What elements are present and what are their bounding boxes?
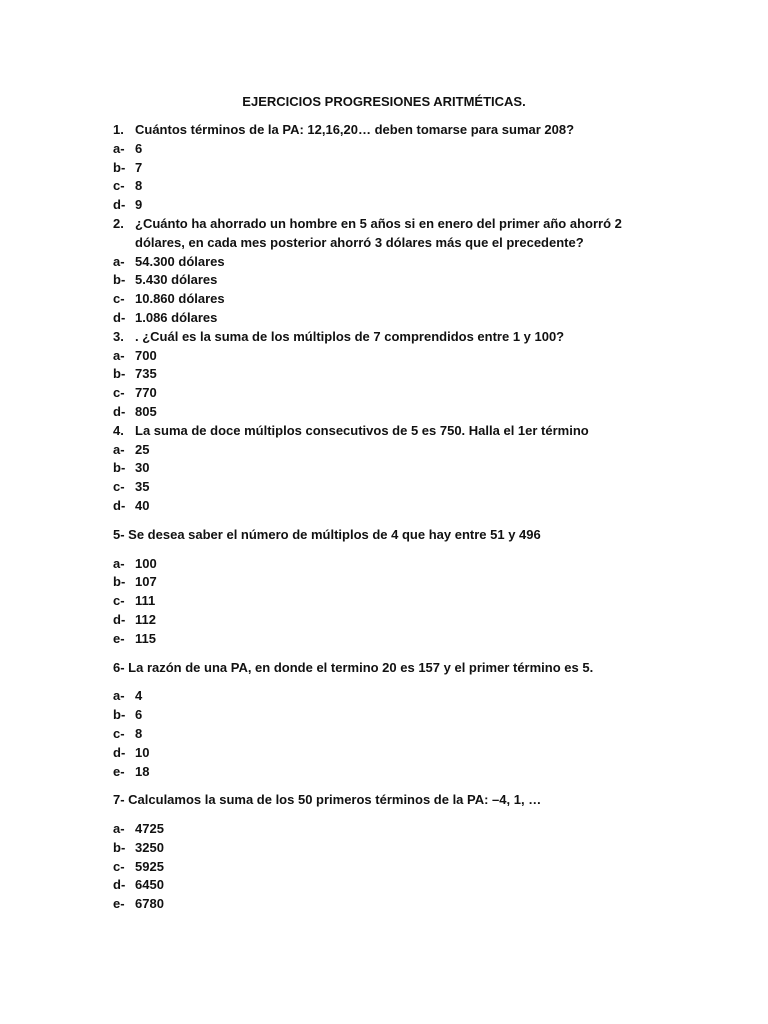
question-text: . ¿Cuál es la suma de los múltiplos de 7 comprendidos entre 1 y 100? xyxy=(135,328,565,344)
option-text: 35 xyxy=(135,479,150,495)
option-item xyxy=(113,497,673,516)
option-letter: c- xyxy=(113,385,125,401)
option-item xyxy=(113,744,673,763)
option-letter: b- xyxy=(113,272,126,288)
option-text: 30 xyxy=(135,460,150,476)
option-letter: c- xyxy=(113,291,125,307)
option-item xyxy=(113,592,673,611)
option-item xyxy=(113,895,673,914)
option-letter: d- xyxy=(113,497,126,513)
option-item xyxy=(113,706,673,725)
option-text: 10 xyxy=(135,744,150,760)
option-letter: b- xyxy=(113,460,126,476)
option-item xyxy=(113,478,673,497)
option-text: 8 xyxy=(135,178,143,194)
option-item xyxy=(113,573,673,592)
option-item xyxy=(113,403,673,422)
question-number: 4. xyxy=(113,422,124,438)
option-text: 700 xyxy=(135,347,157,363)
option-letter: b- xyxy=(113,159,126,175)
option-letter: b- xyxy=(113,574,126,590)
question-text: Cuántos términos de la PA: 12,16,20… deben tomarse para sumar 208? xyxy=(135,122,575,137)
option-text: 111 xyxy=(135,593,156,609)
exercise-list xyxy=(113,121,673,914)
option-text: 25 xyxy=(135,441,150,457)
question-number: 1. xyxy=(113,122,124,137)
option-letter: d- xyxy=(113,197,126,213)
option-text: 107 xyxy=(135,574,157,590)
question-5: 5- Se desea saber el número de múltiplos de 4 que hay entre 51 y 496 xyxy=(113,526,541,542)
option-letter: d- xyxy=(113,309,126,325)
option-item xyxy=(113,763,673,782)
option-letter: d- xyxy=(113,744,126,760)
option-text: 9 xyxy=(135,197,143,213)
option-item xyxy=(113,858,673,877)
option-item xyxy=(113,271,673,290)
option-text: 770 xyxy=(135,385,157,401)
option-text: 10.860 dólares xyxy=(135,291,225,307)
option-letter: a- xyxy=(113,253,125,269)
option-letter: c- xyxy=(113,479,125,495)
option-text: 40 xyxy=(135,497,150,513)
page-title: EJERCICIOS PROGRESIONES ARITMÉTICAS. xyxy=(242,94,526,109)
option-text: 7 xyxy=(135,159,143,175)
option-item xyxy=(113,459,673,478)
option-item xyxy=(113,290,673,309)
question-number: 2. xyxy=(113,215,124,231)
option-item xyxy=(113,820,673,839)
option-item xyxy=(113,140,673,159)
option-letter: a- xyxy=(113,555,125,571)
option-text: 115 xyxy=(135,630,156,646)
option-item xyxy=(113,555,673,574)
option-text: 4 xyxy=(135,688,143,704)
option-letter: a- xyxy=(113,821,125,837)
option-text: 100 xyxy=(135,555,157,571)
option-text: 1.086 dólares xyxy=(135,309,218,325)
option-letter: a- xyxy=(113,688,125,704)
option-letter: e- xyxy=(113,630,125,646)
option-letter: a- xyxy=(113,441,125,457)
option-letter: a- xyxy=(113,347,125,363)
option-text: 6 xyxy=(135,707,143,723)
question-4 xyxy=(113,422,673,441)
option-text: 3250 xyxy=(135,839,164,855)
question-6: 6- La razón de una PA, en donde el termino 20 es 157 y el primer término es 5. xyxy=(113,659,594,675)
option-item xyxy=(113,384,673,403)
option-text: 5925 xyxy=(135,858,164,874)
option-item xyxy=(113,839,673,858)
question-1 xyxy=(113,121,673,140)
option-item xyxy=(113,177,673,196)
option-letter: d- xyxy=(113,611,126,627)
option-text: 8 xyxy=(135,725,143,741)
option-item xyxy=(113,347,673,366)
option-text: 6450 xyxy=(135,877,164,893)
question-number: 3. xyxy=(113,328,124,344)
option-letter: b- xyxy=(113,366,126,382)
question-7: 7- Calculamos la suma de los 50 primeros términos de la PA: –4, 1, … xyxy=(113,792,542,808)
option-letter: a- xyxy=(113,140,125,156)
option-item xyxy=(113,611,673,630)
option-letter: b- xyxy=(113,839,126,855)
option-item xyxy=(113,196,673,215)
question-text: La suma de doce múltiplos consecutivos de 5 es 750. Halla el 1er término xyxy=(135,422,589,438)
option-item xyxy=(113,687,673,706)
option-letter: c- xyxy=(113,593,125,609)
option-item xyxy=(113,725,673,744)
option-letter: b- xyxy=(113,707,126,723)
option-item xyxy=(113,159,673,178)
option-letter: c- xyxy=(113,178,125,194)
option-item xyxy=(113,309,673,328)
option-letter: c- xyxy=(113,858,125,874)
option-text: 6780 xyxy=(135,896,164,912)
option-letter: d- xyxy=(113,403,126,419)
option-item xyxy=(113,365,673,384)
option-letter: c- xyxy=(113,725,125,741)
option-text: 6 xyxy=(135,140,143,156)
option-item xyxy=(113,441,673,460)
option-text: 735 xyxy=(135,366,157,382)
option-item xyxy=(113,630,673,649)
option-text: 5.430 dólares xyxy=(135,272,218,288)
question-3 xyxy=(113,328,673,347)
option-text: 4725 xyxy=(135,821,164,837)
question-text: ¿Cuánto ha ahorrado un hombre en 5 años si en enero del primer año ahorró 2 dólares, en cada mes posterior ahorró 3 dólares más que el precedente? xyxy=(135,215,622,250)
question-2 xyxy=(113,215,673,253)
option-text: 805 xyxy=(135,403,157,419)
option-letter: d- xyxy=(113,877,126,893)
option-item xyxy=(113,876,673,895)
option-text: 18 xyxy=(135,763,150,779)
option-text: 112 xyxy=(135,611,156,627)
option-letter: e- xyxy=(113,896,125,912)
option-item xyxy=(113,253,673,272)
option-letter: e- xyxy=(113,763,125,779)
option-text: 54.300 dólares xyxy=(135,253,225,269)
